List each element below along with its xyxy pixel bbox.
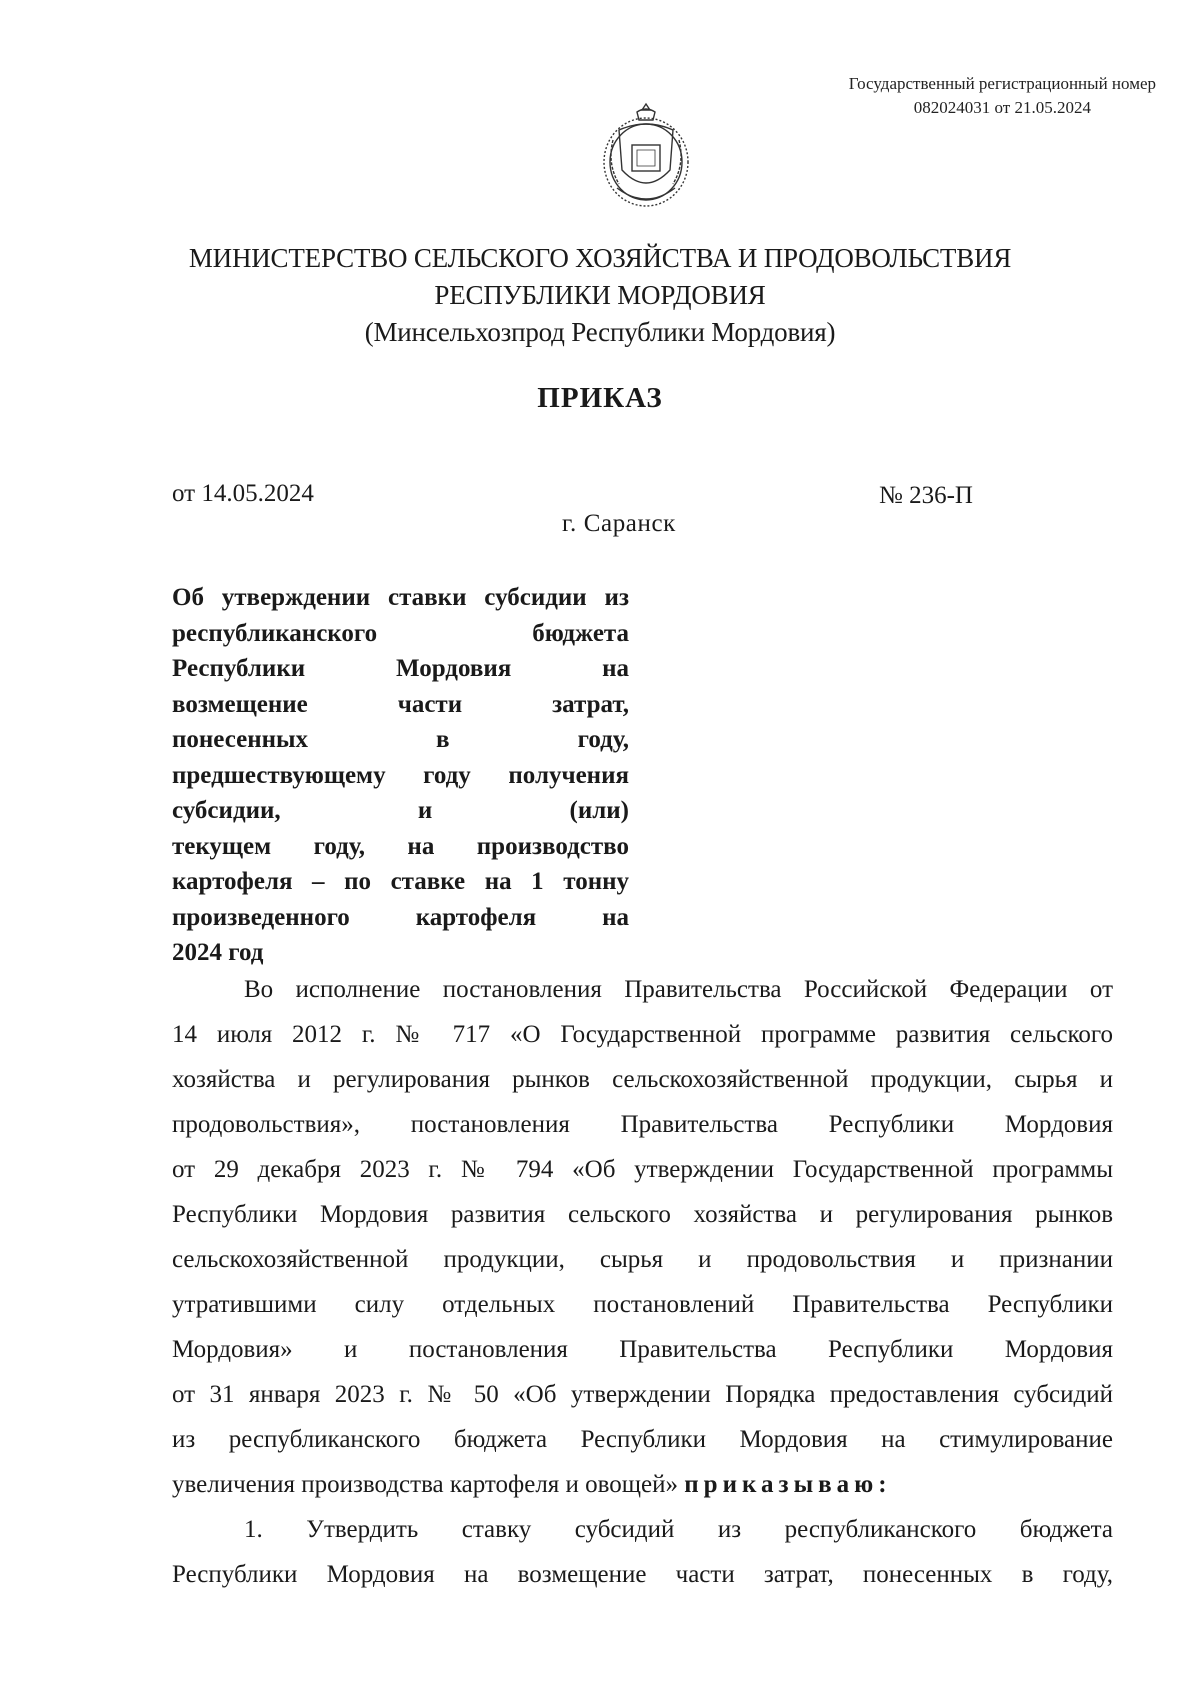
ministry-short-name: (Минсельхозпрод Республики Мордовия) — [364, 317, 836, 347]
body-line: от 31 января 2023 г. № 50 «Об утверждении Порядка предоставления субсидий — [172, 1381, 1113, 1408]
subject-line: Республики Мордовия на — [172, 655, 629, 682]
document-title: ПРИКАЗ — [537, 382, 663, 414]
order-body — [172, 967, 1113, 1597]
item-1-line: Республики Мордовия на возмещение части затрат, понесенных в году, — [172, 1561, 1113, 1588]
subject-line: произведенного картофеля на — [172, 903, 629, 931]
body-line: сельскохозяйственной продукции, сырья и продовольствия и признании — [172, 1246, 1113, 1273]
subject-line: субсидии, и (или) — [172, 797, 629, 824]
registration-line-2: 082024031 от 21.05.2024 — [913, 98, 1091, 117]
body-last-text: увеличения производства картофеля и овощей» — [172, 1471, 679, 1498]
order-number: № 236-П — [879, 482, 973, 509]
subject-line: текущем году, на производство — [172, 832, 629, 860]
coat-of-arms-emblem — [597, 100, 695, 210]
item-1-line: 1. Утвердить ставку субсидий из республиканского бюджета — [244, 1516, 1113, 1543]
ministry-header — [0, 240, 1200, 351]
subject-line: 2024 год — [172, 939, 264, 966]
body-line: Во исполнение постановления Правительства Российской Федерации от — [244, 976, 1113, 1003]
subject-line: картофеля – по ставке на 1 тонну — [172, 868, 629, 895]
subject-line: предшествующему году получения — [172, 761, 629, 789]
body-line: из республиканского бюджета Республики Мордовия на стимулирование — [172, 1426, 1113, 1453]
order-word: приказываю: — [684, 1471, 892, 1498]
subject-line: понесенных в году, — [172, 726, 629, 753]
ministry-name-line-2: РЕСПУБЛИКИ МОРДОВИЯ — [434, 280, 766, 310]
order-city: г. Саранск — [562, 510, 676, 537]
body-line: продовольствия», постановления Правительства Республики Мордовия — [172, 1111, 1113, 1138]
subject-line: республиканского бюджета — [172, 619, 629, 647]
registration-line-1: Государственный регистрационный номер — [848, 74, 1156, 93]
ministry-name-line-1: МИНИСТЕРСТВО СЕЛЬСКОГО ХОЗЯЙСТВА И ПРОДОВОЛЬСТВИЯ — [188, 243, 1012, 273]
body-line: Республики Мордовия развития сельского хозяйства и регулирования рынков — [172, 1201, 1113, 1228]
subject-line: возмещение части затрат, — [172, 690, 629, 718]
body-line-last — [172, 1462, 1113, 1507]
body-line: Мордовия» и постановления Правительства Республики Мордовия — [172, 1336, 1113, 1363]
body-line: от 29 декабря 2023 г. № 794 «Об утверждении Государственной программы — [172, 1156, 1113, 1183]
body-line: хозяйства и регулирования рынков сельскохозяйственной продукции, сырья и — [172, 1066, 1113, 1093]
body-line: 14 июля 2012 г. № 717 «О Государственной программе развития сельского — [172, 1021, 1113, 1048]
order-subject — [172, 580, 629, 971]
registration-number — [849, 72, 1156, 120]
body-line: утратившими силу отдельных постановлений Правительства Республики — [172, 1291, 1113, 1318]
subject-line: Об утверждении ставки субсидии из — [172, 584, 629, 611]
order-date: от 14.05.2024 — [172, 480, 314, 507]
